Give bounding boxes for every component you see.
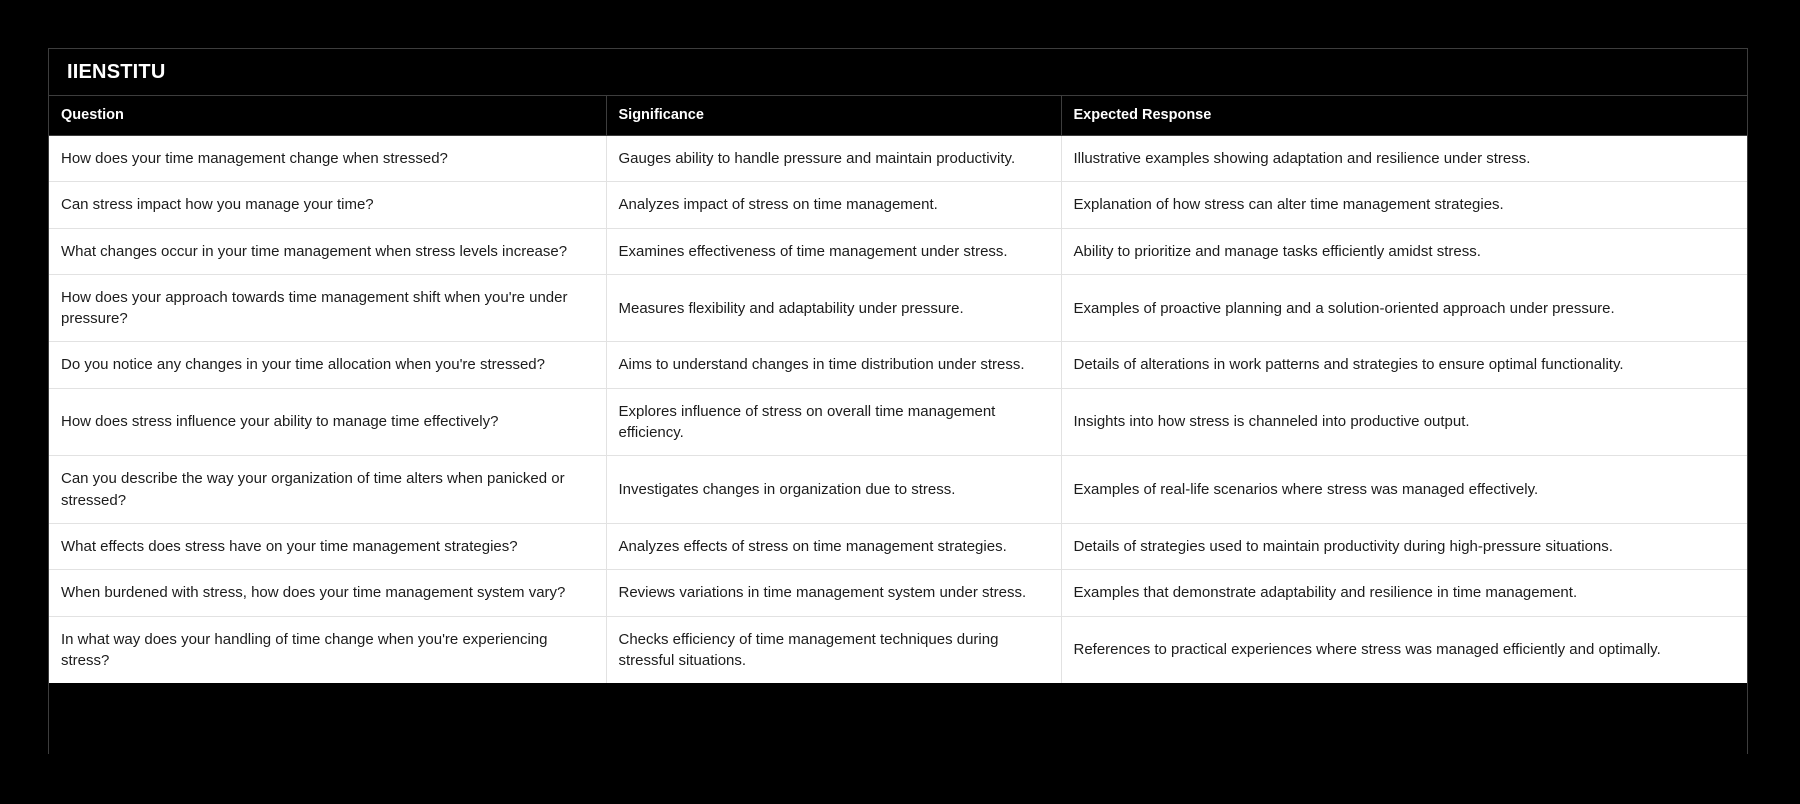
cell-significance: Reviews variations in time management system under stress.	[606, 570, 1061, 616]
cell-significance: Measures flexibility and adaptability under pressure.	[606, 274, 1061, 342]
table-header-row	[49, 96, 1747, 136]
brand-title: IIENSTITU	[67, 61, 166, 83]
cell-question: In what way does your handling of time change when you're experiencing stress?	[49, 616, 606, 683]
cell-expected-response: References to practical experiences where stress was managed efficiently and optimally.	[1061, 616, 1747, 683]
cell-expected-response: Insights into how stress is channeled into productive output.	[1061, 388, 1747, 456]
cell-expected-response: Details of alterations in work patterns and strategies to ensure optimal functionality.	[1061, 342, 1747, 388]
cell-question: What effects does stress have on your time management strategies?	[49, 523, 606, 569]
table-row	[49, 523, 1747, 569]
cell-expected-response: Details of strategies used to maintain productivity during high-pressure situations.	[1061, 523, 1747, 569]
cell-significance: Checks efficiency of time management techniques during stressful situations.	[606, 616, 1061, 683]
cell-significance: Explores influence of stress on overall time management efficiency.	[606, 388, 1061, 456]
table-body	[49, 136, 1747, 684]
cell-significance: Examines effectiveness of time management under stress.	[606, 228, 1061, 274]
cell-significance: Investigates changes in organization due to stress.	[606, 456, 1061, 524]
table-head	[49, 96, 1747, 136]
column-header-expected-response[interactable]: Expected Response	[1061, 96, 1747, 136]
cell-question: Can you describe the way your organization of time alters when panicked or stressed?	[49, 456, 606, 524]
interview-questions-table	[49, 96, 1747, 683]
cell-expected-response: Explanation of how stress can alter time management strategies.	[1061, 182, 1747, 228]
cell-expected-response: Examples of proactive planning and a solution-oriented approach under pressure.	[1061, 274, 1747, 342]
cell-significance: Analyzes effects of stress on time management strategies.	[606, 523, 1061, 569]
table-row	[49, 570, 1747, 616]
column-header-significance[interactable]: Significance	[606, 96, 1061, 136]
cell-question: Can stress impact how you manage your time?	[49, 182, 606, 228]
table-card	[48, 48, 1748, 754]
table-row	[49, 136, 1747, 182]
cell-significance: Aims to understand changes in time distribution under stress.	[606, 342, 1061, 388]
table-row	[49, 456, 1747, 524]
cell-question: What changes occur in your time management when stress levels increase?	[49, 228, 606, 274]
cell-significance: Analyzes impact of stress on time management.	[606, 182, 1061, 228]
cell-question: Do you notice any changes in your time allocation when you're stressed?	[49, 342, 606, 388]
cell-expected-response: Examples of real-life scenarios where stress was managed effectively.	[1061, 456, 1747, 524]
cell-expected-response: Ability to prioritize and manage tasks efficiently amidst stress.	[1061, 228, 1747, 274]
cell-question: How does your time management change when stressed?	[49, 136, 606, 182]
cell-question: How does stress influence your ability to manage time effectively?	[49, 388, 606, 456]
table-row	[49, 228, 1747, 274]
cell-question: How does your approach towards time management shift when you're under pressure?	[49, 274, 606, 342]
table-row	[49, 274, 1747, 342]
table-row	[49, 182, 1747, 228]
cell-significance: Gauges ability to handle pressure and maintain productivity.	[606, 136, 1061, 182]
cell-question: When burdened with stress, how does your time management system vary?	[49, 570, 606, 616]
table-row	[49, 388, 1747, 456]
brand-header	[49, 49, 1747, 96]
cell-expected-response: Examples that demonstrate adaptability and resilience in time management.	[1061, 570, 1747, 616]
table-row	[49, 342, 1747, 388]
column-header-question[interactable]: Question	[49, 96, 606, 136]
table-row	[49, 616, 1747, 683]
cell-expected-response: Illustrative examples showing adaptation and resilience under stress.	[1061, 136, 1747, 182]
